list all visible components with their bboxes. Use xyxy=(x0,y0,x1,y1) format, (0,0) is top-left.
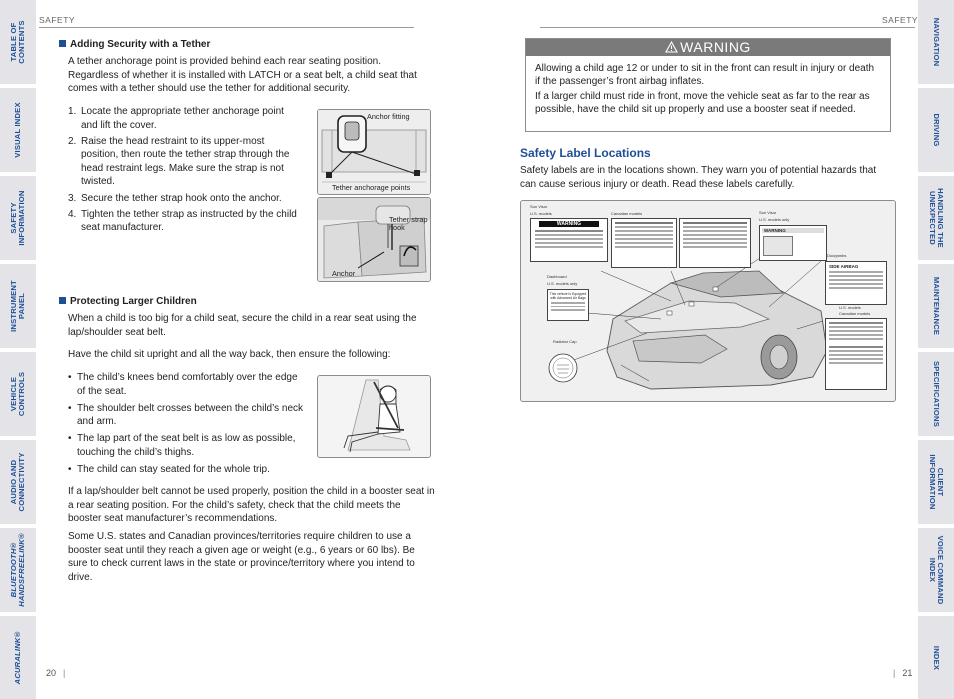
right-running-header: SAFETY xyxy=(882,15,919,25)
doorjambs-caption: Doorjambs xyxy=(827,253,847,258)
doorjamb-canadian-label xyxy=(825,318,887,390)
tab-label: INSTRUMENT PANEL xyxy=(8,280,26,332)
tab-label: MAINTENANCE xyxy=(932,276,942,336)
canadian-models-caption: Canadian models xyxy=(611,211,643,216)
anchor-fitting-label: Anchor fitting xyxy=(367,112,410,121)
children-checklist xyxy=(68,371,304,480)
tether-anchorage-caption: Tether anchorage points xyxy=(332,183,411,192)
tether-anchorage-figure xyxy=(317,109,431,195)
sun-visor-canadian-label-1 xyxy=(611,218,677,268)
right-tab-column xyxy=(918,0,954,699)
tab-audio-connectivity[interactable] xyxy=(0,440,36,524)
list-item: • The child’s knees bend comfortably over the edge of the seat. xyxy=(68,371,304,398)
sun-visor-canadian-label-2 xyxy=(679,218,751,268)
dashboard-label xyxy=(547,289,589,321)
tab-driving[interactable] xyxy=(918,88,954,172)
sun-visor-left-caption: Sun Visor xyxy=(530,204,548,209)
tab-instrument-panel[interactable] xyxy=(0,264,36,348)
tab-label: CLIENT INFORMATION xyxy=(928,454,946,510)
tab-voice-command-index[interactable] xyxy=(918,528,954,612)
tab-label: BLUETOOTH® HANDSFREELINK® xyxy=(8,533,26,607)
tab-navigation[interactable] xyxy=(918,0,954,84)
airbag-warning-strip: WARNING xyxy=(539,221,599,227)
us-models-only-dash-caption: U.S. models only xyxy=(547,281,578,286)
tab-label: HANDLING THE UNEXPECTED xyxy=(928,188,946,248)
list-item: • The child can stay seated for the whole trip. xyxy=(68,463,304,477)
tether-heading-text: Adding Security with a Tether xyxy=(70,39,211,50)
tether-section-heading xyxy=(59,39,210,50)
safety-label-intro: Safety labels are in the locations shown. They warn you of potential hazards that can cause serious injury or death. Read these labels carefully. xyxy=(520,165,877,190)
left-running-header: SAFETY xyxy=(39,15,76,25)
tab-vehicle-controls[interactable] xyxy=(0,352,36,436)
tab-visual-index[interactable] xyxy=(0,88,36,172)
list-item: 1. Locate the appropriate tether anchorage point and lift the cover. xyxy=(68,106,284,131)
tab-label: INDEX xyxy=(932,645,942,670)
tab-label: VOICE COMMAND INDEX xyxy=(928,535,946,605)
tab-acuralink[interactable] xyxy=(0,616,36,699)
right-page-number: | 21 xyxy=(893,668,913,678)
list-item: • The lap part of the seat belt is as low as possible, touching the child’s thighs. xyxy=(68,432,304,459)
tab-bluetooth-handsfreelink[interactable] xyxy=(0,528,36,612)
tab-label: SAFETY INFORMATION xyxy=(8,190,26,246)
list-item: 2. Raise the head restraint to its upper-most position, then route the tether strap through the head restraint legs. Make sure the strap is not twisted. xyxy=(68,135,290,188)
children-para-3: If a lap/shoulder belt cannot be used properly, position the child in a booster seat in a rear seating position. For the child’s safety, check that the child meets the booster seat manufacturer’s recommendations. xyxy=(68,486,435,525)
tether-strap-hook-label: Tether strap hook xyxy=(389,215,428,232)
safety-label-figure xyxy=(520,200,896,402)
children-para-1: When a child is too big for a child seat, secure the child in a rear seat using the lap/shoulder seat belt. xyxy=(68,313,417,338)
tether-anchorage-illustration xyxy=(318,110,430,194)
tab-maintenance[interactable] xyxy=(918,264,954,348)
us-models-caption: U.S. models xyxy=(530,211,552,216)
tab-label: AUDIO AND CONNECTIVITY xyxy=(8,452,26,512)
warning-box xyxy=(525,38,891,132)
children-para-4: Some U.S. states and Canadian provinces/territories require children to use a booster seat until they reach a given age or weight (e.g., 6 years or 60 lbs). Be sure to check current laws in the state or province/territory where you intend to drive. xyxy=(68,531,415,583)
warning-para-2: If a larger child must ride in front, move the vehicle seat as far to the rear as possible, have the child sit up properly and use a booster seat if needed. xyxy=(535,91,870,115)
doorjamb-us-caption: U.S. models xyxy=(839,305,861,310)
left-page-number: 20 | xyxy=(46,668,66,678)
larger-children-heading-text: Protecting Larger Children xyxy=(70,296,197,307)
tab-client-information[interactable] xyxy=(918,440,954,524)
visor-warning-strip: WARNING xyxy=(762,228,824,233)
sun-visor-right-caption: Sun Visor xyxy=(759,210,777,215)
tab-safety-information[interactable] xyxy=(0,176,36,260)
radiator-cap-caption: Radiator Cap xyxy=(553,339,577,344)
children-para-2: Have the child sit upright and all the way back, then ensure the following: xyxy=(68,349,391,360)
warning-header xyxy=(526,39,890,56)
sun-visor-us-label xyxy=(530,218,608,262)
tab-label: VEHICLE CONTROLS xyxy=(8,371,26,417)
warning-triangle-icon xyxy=(665,41,678,53)
tab-label: NAVIGATION xyxy=(932,17,942,67)
section-marker xyxy=(59,297,66,304)
left-header-rule xyxy=(39,27,414,28)
child-seatbelt-figure xyxy=(317,375,431,458)
doorjamb-canadian-caption: Canadian models xyxy=(839,311,871,316)
side-airbag-text: SIDE AIRBAG xyxy=(829,264,859,269)
section-marker xyxy=(59,40,66,47)
right-header-rule xyxy=(540,27,915,28)
larger-children-heading xyxy=(59,296,197,307)
dashboard-caption: Dashboard xyxy=(547,274,567,279)
child-seatbelt-illustration xyxy=(318,376,430,457)
tether-strap-hook-figure xyxy=(317,197,431,282)
list-item: • The shoulder belt crosses between the child’s neck and arm. xyxy=(68,402,304,429)
tab-label: SPECIFICATIONS xyxy=(932,361,942,427)
anchor-label: Anchor xyxy=(332,269,356,278)
tab-handling-unexpected[interactable] xyxy=(918,176,954,260)
safety-label-locations-heading: Safety Label Locations xyxy=(520,146,651,160)
list-item: 4. Tighten the tether strap as instructed by the child seat manufacturer. xyxy=(68,208,297,234)
tab-specifications[interactable] xyxy=(918,352,954,436)
doorjamb-us-label xyxy=(825,261,887,305)
list-item: 3. Secure the tether strap hook onto the anchor. xyxy=(68,192,282,204)
left-tab-column xyxy=(0,0,36,699)
tether-intro: A tether anchorage point is provided behind each rear seating position. Regardless of whether it is installed with LATCH or a seat belt, a child seat that comes with a tether should use the tether for additional security. xyxy=(68,56,417,95)
us-models-only-visor-caption: U.S. models only xyxy=(759,217,790,222)
tab-label: VISUAL INDEX xyxy=(12,102,22,158)
warning-para-1: Allowing a child age 12 or under to sit in the front can result in injury or death if the passenger’s front airbag inflates. xyxy=(535,63,875,87)
sun-visor-right-label xyxy=(759,225,827,261)
tab-index[interactable] xyxy=(918,616,954,699)
dashboard-label-text: This vehicle is Equipped with Advanced Air Bags xyxy=(549,292,587,300)
tab-label: ACURALINK® xyxy=(12,631,22,684)
warning-title: WARNING xyxy=(680,39,751,55)
tab-label: DRIVING xyxy=(932,113,942,147)
tab-table-of-contents[interactable] xyxy=(0,0,36,84)
tether-steps-list xyxy=(68,105,302,237)
tab-label: TABLE OF CONTENTS xyxy=(8,20,26,64)
